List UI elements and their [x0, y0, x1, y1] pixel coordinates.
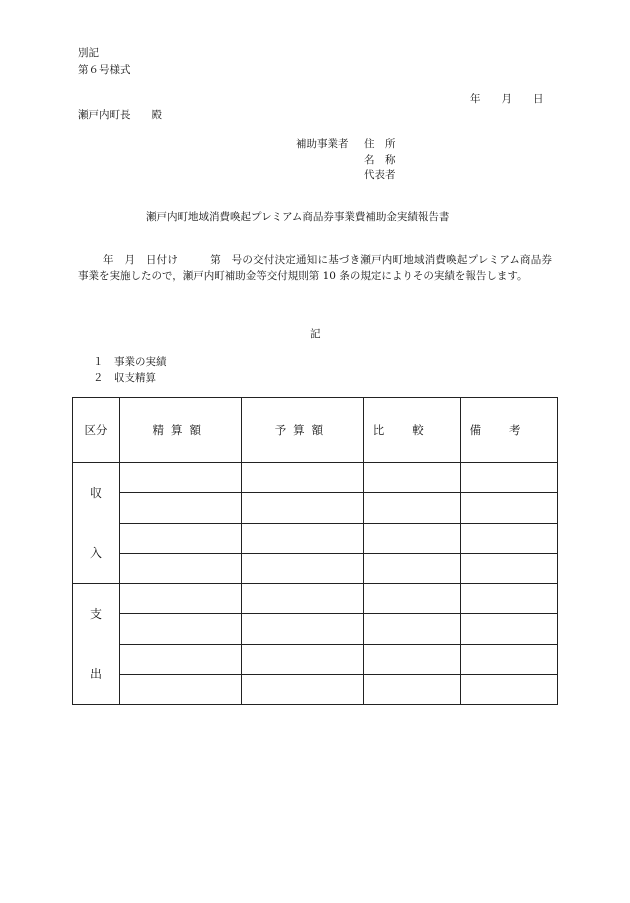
expense-char-2: 出 — [89, 667, 102, 681]
table-cell[interactable] — [364, 584, 461, 614]
header-settled-amount: 精算額 — [119, 398, 241, 463]
table-cell[interactable] — [241, 463, 364, 493]
table-cell[interactable] — [461, 553, 558, 583]
date-line: 年 月 日 — [470, 93, 544, 105]
table-cell[interactable] — [241, 644, 364, 674]
table-cell[interactable] — [461, 674, 558, 704]
header-comparison: 比較 — [364, 398, 461, 463]
table-header-row — [73, 398, 558, 463]
table-row — [73, 674, 558, 704]
applicant-address-label: 住 所 — [364, 138, 396, 150]
table-cell[interactable] — [461, 584, 558, 614]
table-cell[interactable] — [364, 674, 461, 704]
table-cell[interactable] — [364, 463, 461, 493]
table-cell[interactable] — [119, 584, 241, 614]
expense-label — [73, 584, 120, 705]
table-cell[interactable] — [241, 523, 364, 553]
table-cell[interactable] — [461, 493, 558, 523]
header-remarks: 備考 — [461, 398, 558, 463]
table-cell[interactable] — [241, 614, 364, 644]
applicant-name-label: 名 称 — [364, 154, 396, 166]
table-cell[interactable] — [119, 674, 241, 704]
table-cell[interactable] — [364, 614, 461, 644]
annex-label: 別記 — [78, 47, 99, 59]
table-row — [73, 584, 558, 614]
table-row — [73, 523, 558, 553]
addressee: 瀬戸内町長 殿 — [78, 109, 162, 121]
document-title: 瀬戸内町地域消費喚起プレミアム商品券事業費補助金実績報告書 — [146, 211, 450, 223]
income-char-2: 入 — [89, 546, 102, 560]
table-cell[interactable] — [241, 584, 364, 614]
table-cell[interactable] — [241, 674, 364, 704]
table-row — [73, 493, 558, 523]
table-cell[interactable] — [364, 553, 461, 583]
table-row — [73, 614, 558, 644]
table-row — [73, 644, 558, 674]
table-cell[interactable] — [119, 493, 241, 523]
table-cell[interactable] — [119, 644, 241, 674]
form-number: 第６号様式 — [78, 64, 131, 76]
table-cell[interactable] — [241, 493, 364, 523]
table-cell[interactable] — [461, 523, 558, 553]
table-cell[interactable] — [119, 523, 241, 553]
ki-heading: 記 — [310, 328, 321, 340]
table-cell[interactable] — [241, 553, 364, 583]
table-cell[interactable] — [461, 644, 558, 674]
list-item-results: １ 事業の実績 — [93, 356, 167, 368]
table-cell[interactable] — [364, 644, 461, 674]
expense-char-1: 支 — [89, 607, 102, 621]
table-cell[interactable] — [119, 614, 241, 644]
table-cell[interactable] — [461, 463, 558, 493]
applicant-rep-label: 代表者 — [364, 169, 396, 181]
header-category: 区分 — [73, 398, 120, 463]
table-cell[interactable] — [119, 463, 241, 493]
table-cell[interactable] — [364, 493, 461, 523]
list-item-settlement: ２ 収支精算 — [93, 372, 156, 384]
settlement-table — [72, 397, 558, 705]
header-budget-amount: 予算額 — [241, 398, 364, 463]
income-label — [73, 463, 120, 584]
table-row — [73, 463, 558, 493]
table-row — [73, 553, 558, 583]
table-cell[interactable] — [364, 523, 461, 553]
applicant-role-label: 補助事業者 — [296, 138, 349, 150]
table-cell[interactable] — [119, 553, 241, 583]
body-paragraph: 年 月 日付け 第 号の交付決定通知に基づき瀬戸内町地域消費喚起プレミアム商品券事業を実施したので，瀬戸内町補助金等交付規則第 10 条の規定によりその実績を報告します。 — [78, 254, 552, 282]
table-cell[interactable] — [461, 614, 558, 644]
income-char-1: 収 — [89, 486, 102, 500]
